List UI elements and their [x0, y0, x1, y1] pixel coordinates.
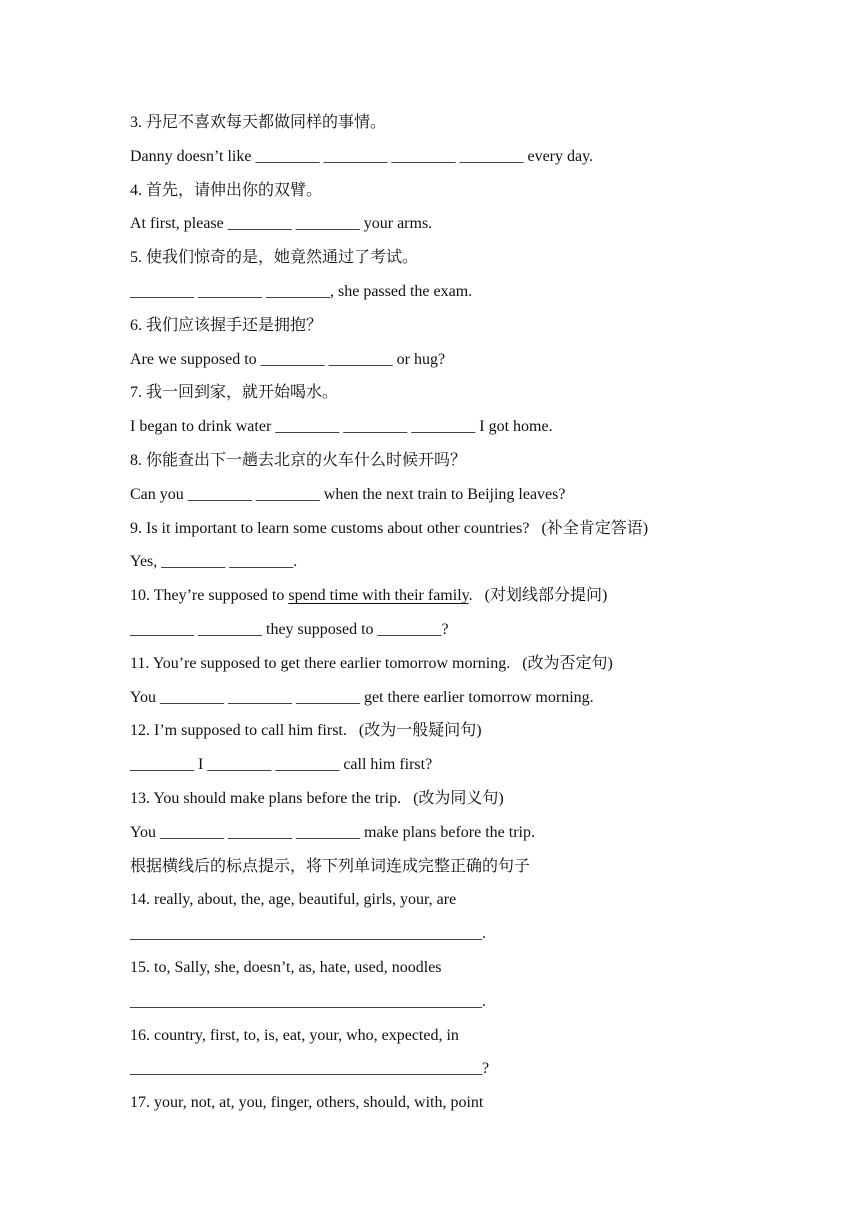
q10-underlined-phrase: spend time with their family [288, 587, 469, 605]
q16-answer-line: ____________________________________________? [130, 1060, 490, 1078]
exercise-list [130, 106, 770, 1120]
q4-chinese: 4. 首先，请伸出你的双臂。 [130, 181, 323, 199]
q5-english: ________ ________ ________, she passed the exam. [130, 282, 473, 300]
q11-answer: You ________ ________ ________ get there earlier tomorrow morning. [130, 688, 594, 706]
q3-english: Danny doesn’t like ________ ________ ________ ________ every day. [130, 147, 594, 165]
q8-english: Can you ________ ________ when the next train to Beijing leaves? [130, 485, 566, 503]
q9-answer: Yes, ________ ________. [130, 553, 298, 571]
q12-answer: ________ I ________ ________ call him first? [130, 756, 433, 774]
q7-english: I began to drink water ________ ________ ________ I got home. [130, 418, 553, 436]
q9-question: 9. Is it important to learn some customs about other countries? (补全肯定答语) [130, 519, 649, 537]
q14-words: 14. really, about, the, age, beautiful, girls, your, are [130, 891, 457, 909]
q7-chinese: 7. 我一回到家，就开始喝水。 [130, 384, 339, 402]
q10-prefix: 10. They’re supposed to [130, 587, 289, 605]
q6-english: Are we supposed to ________ ________ or hug? [130, 350, 446, 368]
q4-english: At first, please ________ ________ your arms. [130, 215, 433, 233]
q15-words: 15. to, Sally, she, doesn’t, as, hate, used, noodles [130, 958, 442, 976]
q13-question: 13. You should make plans before the trip. (改为同义句) [130, 789, 504, 807]
q10-suffix: . (对划线部分提问) [468, 587, 608, 605]
q14-answer-line: ____________________________________________. [130, 925, 486, 943]
q11-question: 11. You’re supposed to get there earlier tomorrow morning. (改为否定句) [130, 654, 613, 672]
q6-chinese: 6. 我们应该握手还是拥抱？ [130, 316, 323, 334]
q5-chinese: 5. 使我们惊奇的是，她竟然通过了考试。 [130, 249, 419, 267]
q13-answer: You ________ ________ ________ make plans before the trip. [130, 823, 535, 841]
q8-chinese: 8. 你能查出下一趟去北京的火车什么时候开吗？ [130, 451, 467, 469]
q3-chinese: 3. 丹尼不喜欢每天都做同样的事情。 [130, 114, 387, 131]
q16-words: 16. country, first, to, is, eat, your, who, expected, in [130, 1026, 459, 1044]
q10-question [130, 579, 770, 613]
q12-question: 12. I’m supposed to call him first. (改为一般疑问句) [130, 722, 482, 740]
q17-words: 17. your, not, at, you, finger, others, should, with, point [130, 1094, 484, 1112]
q15-answer-line: ____________________________________________. [130, 992, 486, 1010]
section-instruction: 根据横线后的标点提示，将下列单词连成完整正确的句子 [130, 857, 531, 875]
q10-answer: ________ ________ they supposed to ________? [130, 620, 449, 638]
